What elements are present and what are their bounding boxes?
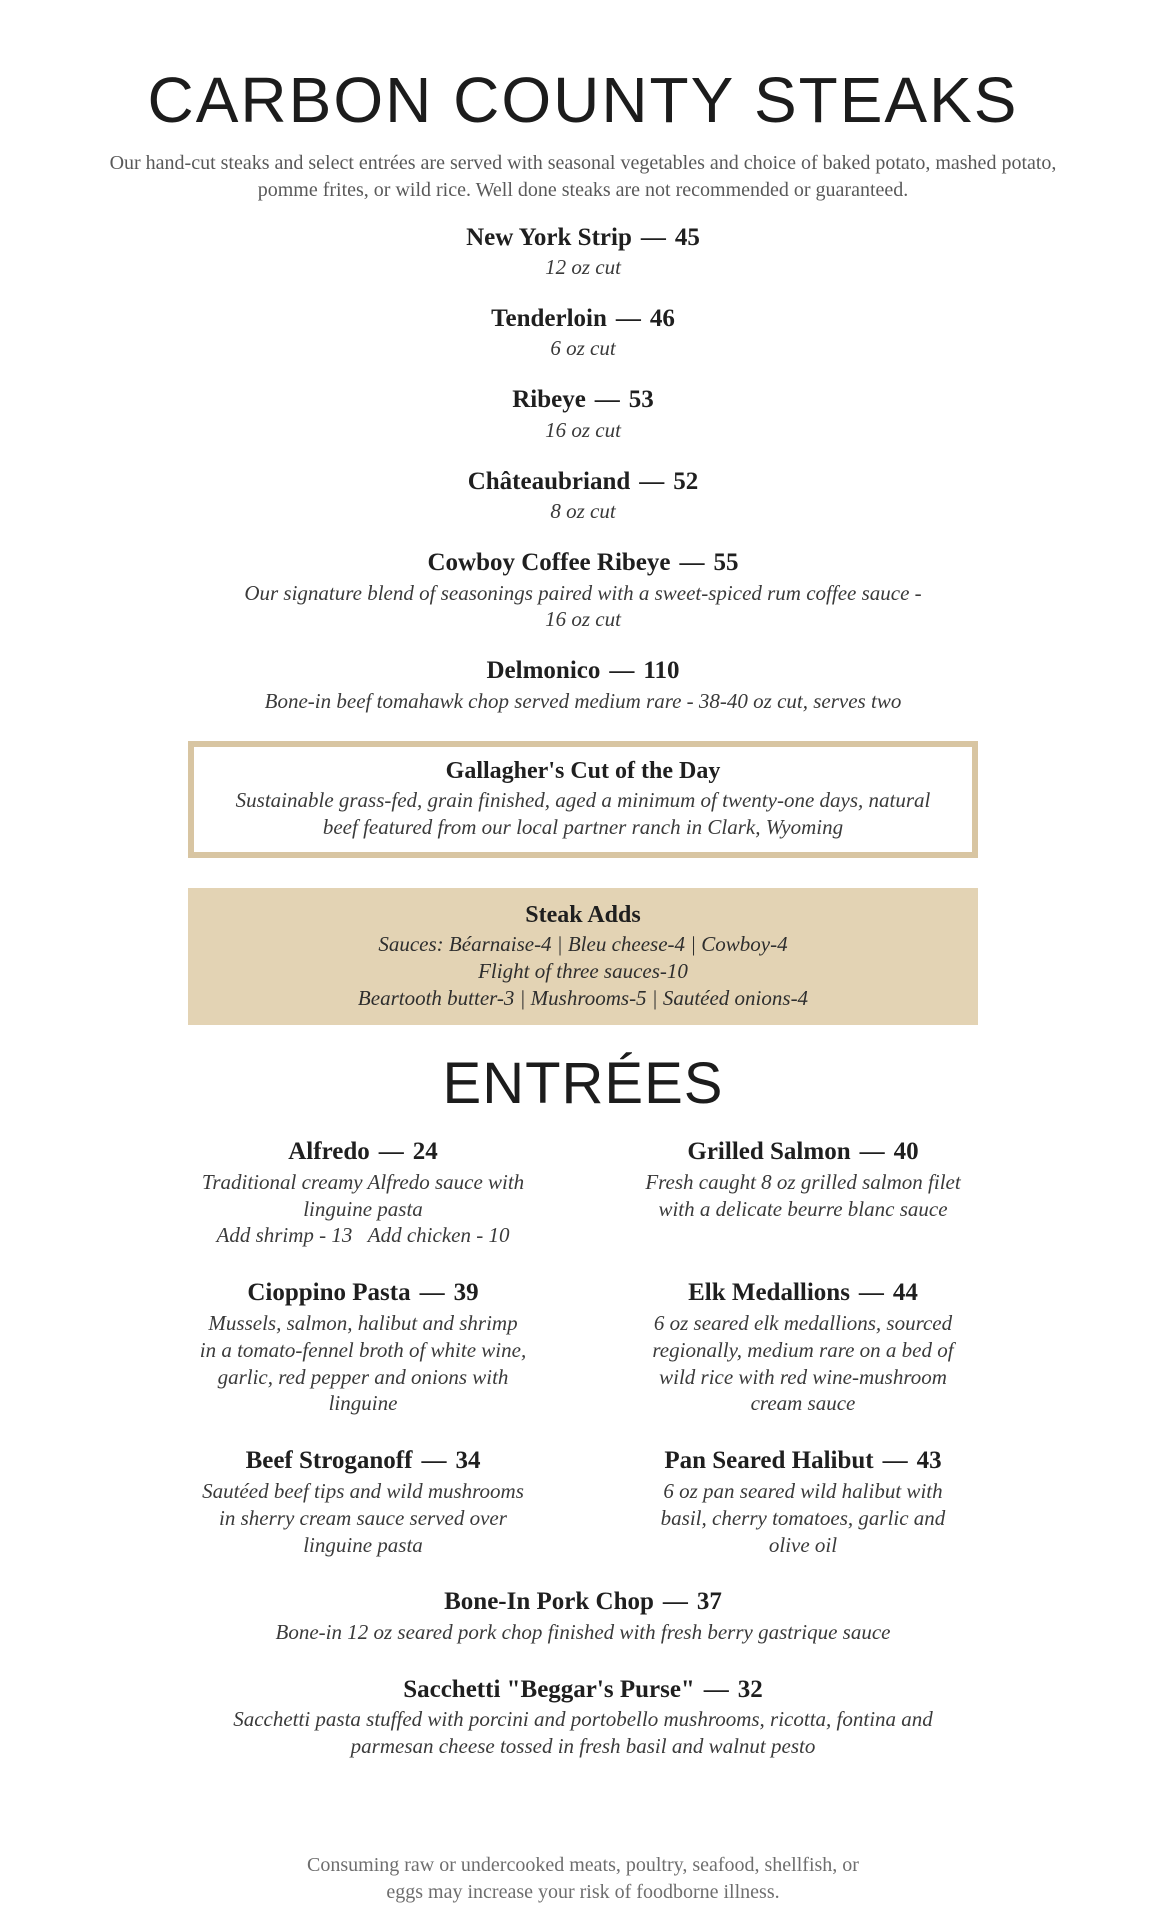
entrees-grid (143, 1136, 1023, 1558)
item-price: 40 (893, 1138, 919, 1166)
item-price: 53 (628, 386, 654, 414)
item-name: Pan Seared Halibut (664, 1447, 874, 1475)
name-price-separator: — (609, 657, 635, 685)
item-price: 55 (713, 549, 739, 577)
item-description: Fresh caught 8 oz grilled salmon filet with a delicate beurre blanc sauce (645, 1169, 961, 1221)
item-description: Our signature blend of seasonings paired with a sweet-spiced rum coffee sauce - 16 oz cut (244, 580, 922, 632)
menu-item-cioppino-pasta (143, 1277, 583, 1417)
name-price-separator: — (679, 549, 705, 577)
name-price-separator: — (421, 1447, 447, 1475)
foodborne-illness-disclaimer: Consuming raw or undercooked meats, poultry, seafood, shellfish, or eggs may increase your risk of foodborne illness. (307, 1854, 859, 1904)
item-name-line (0, 655, 1166, 688)
item-name: Beef Stroganoff (245, 1447, 413, 1475)
item-description: Sautéed beef tips and wild mushrooms in sherry cream sauce served over linguine pasta (202, 1478, 524, 1557)
menu-item-elk-medallions (583, 1277, 1023, 1417)
item-price: 37 (696, 1588, 722, 1616)
item-price: 52 (673, 467, 699, 495)
item-description: 8 oz cut (550, 499, 616, 524)
item-price: 46 (649, 304, 675, 332)
item-name-line (0, 1674, 1166, 1707)
item-name-line (0, 303, 1166, 336)
menu-item-tenderloin (0, 303, 1166, 362)
name-price-separator: — (615, 304, 641, 332)
item-description: 16 oz cut (545, 417, 621, 442)
item-price: 44 (892, 1279, 918, 1307)
item-name-line (143, 1277, 583, 1310)
name-price-separator: — (859, 1138, 885, 1166)
name-price-separator: — (858, 1279, 884, 1307)
item-name: Cowboy Coffee Ribeye (427, 549, 671, 577)
menu-item-pan-seared-halibut (583, 1445, 1023, 1558)
item-name: Grilled Salmon (687, 1138, 851, 1166)
menu-item-sacchetti-beggars-purse (0, 1674, 1166, 1760)
item-price: 34 (455, 1447, 481, 1475)
item-addons: Add shrimp - 13 Add chicken - 10 (216, 1223, 510, 1248)
steak-adds-toppings-line: Beartooth butter-3 | Mushrooms-5 | Sautéed onions-4 (357, 985, 809, 1010)
item-name: Cioppino Pasta (247, 1279, 411, 1307)
item-price: 110 (643, 657, 680, 685)
cut-of-the-day-description: Sustainable grass-fed, grain finished, aged a minimum of twenty-one days, natural beef featured from our local partner ranch in Clark, Wyoming (235, 787, 931, 839)
name-price-separator: — (594, 386, 620, 414)
name-price-separator: — (882, 1447, 908, 1475)
menu-item-cowboy-coffee-ribeye (0, 547, 1166, 633)
item-price: 39 (453, 1279, 479, 1307)
cut-of-the-day-title: Gallagher's Cut of the Day (445, 757, 721, 784)
item-description: Mussels, salmon, halibut and shrimp in a tomato-fennel broth of white wine, garlic, red pepper and onions with linguine (199, 1310, 527, 1416)
menu-item-delmonico (0, 655, 1166, 714)
cut-of-the-day-box (188, 741, 978, 858)
item-description: 6 oz cut (550, 336, 616, 361)
steak-adds-sauces-line: Sauces: Béarnaise-4 | Bleu cheese-4 | Cowboy-4 (378, 931, 788, 956)
item-name-line (0, 384, 1166, 417)
steak-adds-flight-line: Flight of three sauces-10 (478, 958, 688, 983)
menu-item-chateaubriand (0, 466, 1166, 525)
item-name: Châteaubriand (467, 467, 631, 495)
item-name: Ribeye (512, 386, 586, 414)
item-name: Sacchetti "Beggar's Purse" (403, 1675, 695, 1703)
steaks-section (0, 222, 1166, 715)
item-description: Traditional creamy Alfredo sauce with linguine pasta (201, 1169, 525, 1221)
name-price-separator: — (639, 467, 665, 495)
item-name: New York Strip (466, 223, 632, 251)
menu-item-new-york-strip (0, 222, 1166, 281)
item-name: Elk Medallions (688, 1279, 850, 1307)
item-price: 43 (916, 1447, 942, 1475)
menu-item-bone-in-pork-chop (0, 1586, 1166, 1645)
name-price-separator: — (378, 1138, 404, 1166)
item-name: Tenderloin (491, 304, 607, 332)
name-price-separator: — (703, 1675, 729, 1703)
menu-item-grilled-salmon (583, 1136, 1023, 1222)
item-description: Sacchetti pasta stuffed with porcini and portobello mushrooms, ricotta, fontina and parmesan cheese tossed in fresh basil and walnut pesto (233, 1707, 933, 1759)
item-description: 6 oz pan seared wild halibut with basil, cherry tomatoes, garlic and olive oil (660, 1478, 946, 1557)
item-description: 12 oz cut (545, 255, 621, 280)
item-price: 24 (412, 1138, 438, 1166)
menu-item-beef-stroganoff (143, 1445, 583, 1558)
item-name-line (143, 1136, 583, 1169)
item-name: Delmonico (486, 657, 601, 685)
item-name-line (0, 466, 1166, 499)
item-name-line (583, 1136, 1023, 1169)
steak-adds-box (188, 888, 978, 1026)
name-price-separator: — (640, 223, 666, 251)
item-name-line (143, 1445, 583, 1478)
item-name: Alfredo (288, 1138, 370, 1166)
name-price-separator: — (662, 1588, 688, 1616)
menu-item-alfredo (143, 1136, 583, 1249)
steak-adds-title: Steak Adds (525, 901, 641, 928)
item-price: 32 (737, 1675, 763, 1703)
item-description: Bone-in beef tomahawk chop served medium rare - 38-40 oz cut, serves two (264, 688, 902, 713)
page-title: CARBON COUNTY STEAKS (147, 64, 1019, 136)
menu-item-ribeye (0, 384, 1166, 443)
menu-intro-text: Our hand-cut steaks and select entrées are served with seasonal vegetables and choice of baked potato, mashed potato, pomme frites, or wild rice. Well done steaks are not recommended or guaranteed. (109, 151, 1057, 201)
item-name-line (583, 1445, 1023, 1478)
item-name-line (583, 1277, 1023, 1310)
item-description: Bone-in 12 oz seared pork chop finished with fresh berry gastrique sauce (275, 1619, 891, 1644)
item-name-line (0, 1586, 1166, 1619)
item-name: Bone-In Pork Chop (444, 1588, 654, 1616)
entrees-section-title: ENTRÉES (442, 1051, 724, 1117)
name-price-separator: — (419, 1279, 445, 1307)
item-description: 6 oz seared elk medallions, sourced regionally, medium rare on a bed of wild rice with red wine-mushroom cream sauce (652, 1310, 954, 1416)
item-name-line (0, 222, 1166, 255)
item-name-line (0, 547, 1166, 580)
item-price: 45 (674, 223, 700, 251)
